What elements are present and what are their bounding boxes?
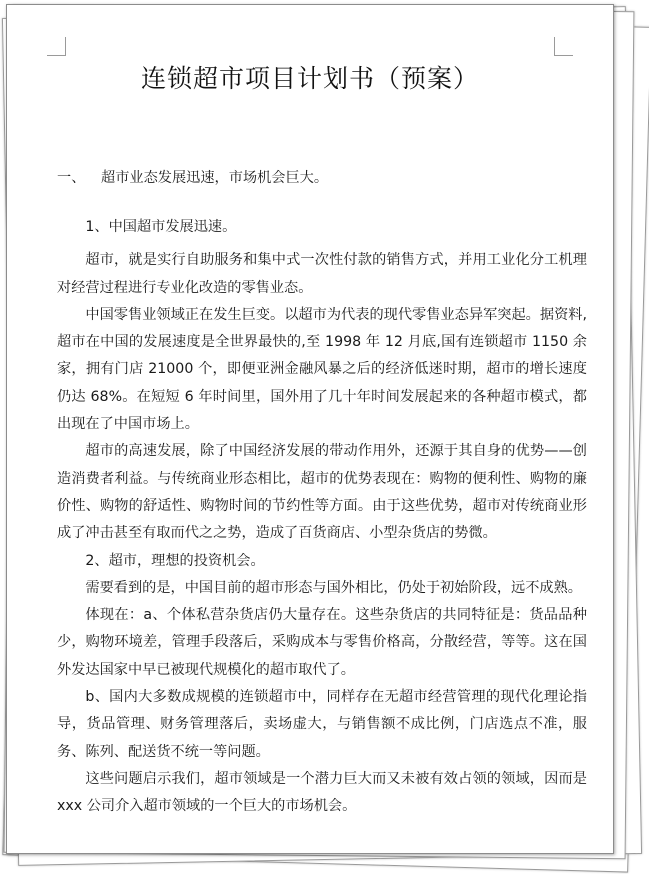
paragraph: 中国零售业领域正在发生巨变。以超市为代表的现代零售业态异军突起。据资料,超市在中国的发展速度是全世界最快的,至 1998 年 12 月底,国有连锁超市 1150 余家，拥有门店 21000 个，即便亚洲金融风暴之后的经济低迷时期，超市的增长速度仍达 68%。在短短 6 年时间里，国外用了几十年时间发展起来的各种超市模式，都出现在了中国市场上。 xyxy=(57,306,587,433)
document-page xyxy=(6,4,614,854)
paragraph: 需要看到的是，中国目前的超市形态与国外相比，仍处于初始阶段，远不成熟。 xyxy=(85,579,582,596)
subsection-heading: 2、超市，理想的投资机会。 xyxy=(85,552,265,569)
paragraph: 超市的高速发展，除了中国经济发展的带动作用外，还源于其自身的优势——创造消费者利益。与传统商业形态相比，超市的优势表现在：购物的便利性、购物的廉价性、购物的舒适性、购物时间的节约性等方面。由于这些优势，超市对传统商业形成了冲击甚至有取而代之之势，造成了百货商店、小型杂货店的势微。 xyxy=(57,443,587,542)
margin-corner-mark xyxy=(554,37,573,56)
paragraph: b、国内大多数成规模的连锁超市中，同样存在无超市经营管理的现代化理论指导，货品管理、财务管理落后，卖场虚大，与销售额不成比例，门店选点不准，服务、陈列、配送货不统一等问题。 xyxy=(57,689,587,760)
paragraph: 超市，就是实行自助服务和集中式一次性付款的销售方式，并用工业化分工机理对经营过程进行专业化改造的零售业态。 xyxy=(57,252,587,296)
paragraph: 体现在：a、个体私营杂货店仍大量存在。这些杂货店的共同特征是：货品品种少，购物环境差，管理手段落后，采购成本与零售价格高，分散经营，等等。这在国外发达国家中早已被现代规模化的超市取代了。 xyxy=(57,607,587,678)
document-body xyxy=(57,165,587,821)
section-heading xyxy=(57,165,587,192)
subsection-heading: 1、中国超市发展迅速。 xyxy=(85,219,237,235)
margin-corner-mark xyxy=(47,37,66,56)
paragraph: 这些问题启示我们，超市领域是一个潜力巨大而又未被有效占领的领域，因而是 xxx 公司介入超市领域的一个巨大的市场机会。 xyxy=(57,770,587,815)
document-title: 连锁超市项目计划书（预案） xyxy=(140,64,479,93)
section-heading-text: 超市业态发展迅速，市场机会巨大。 xyxy=(101,170,329,186)
section-number: 一、 xyxy=(57,170,86,186)
